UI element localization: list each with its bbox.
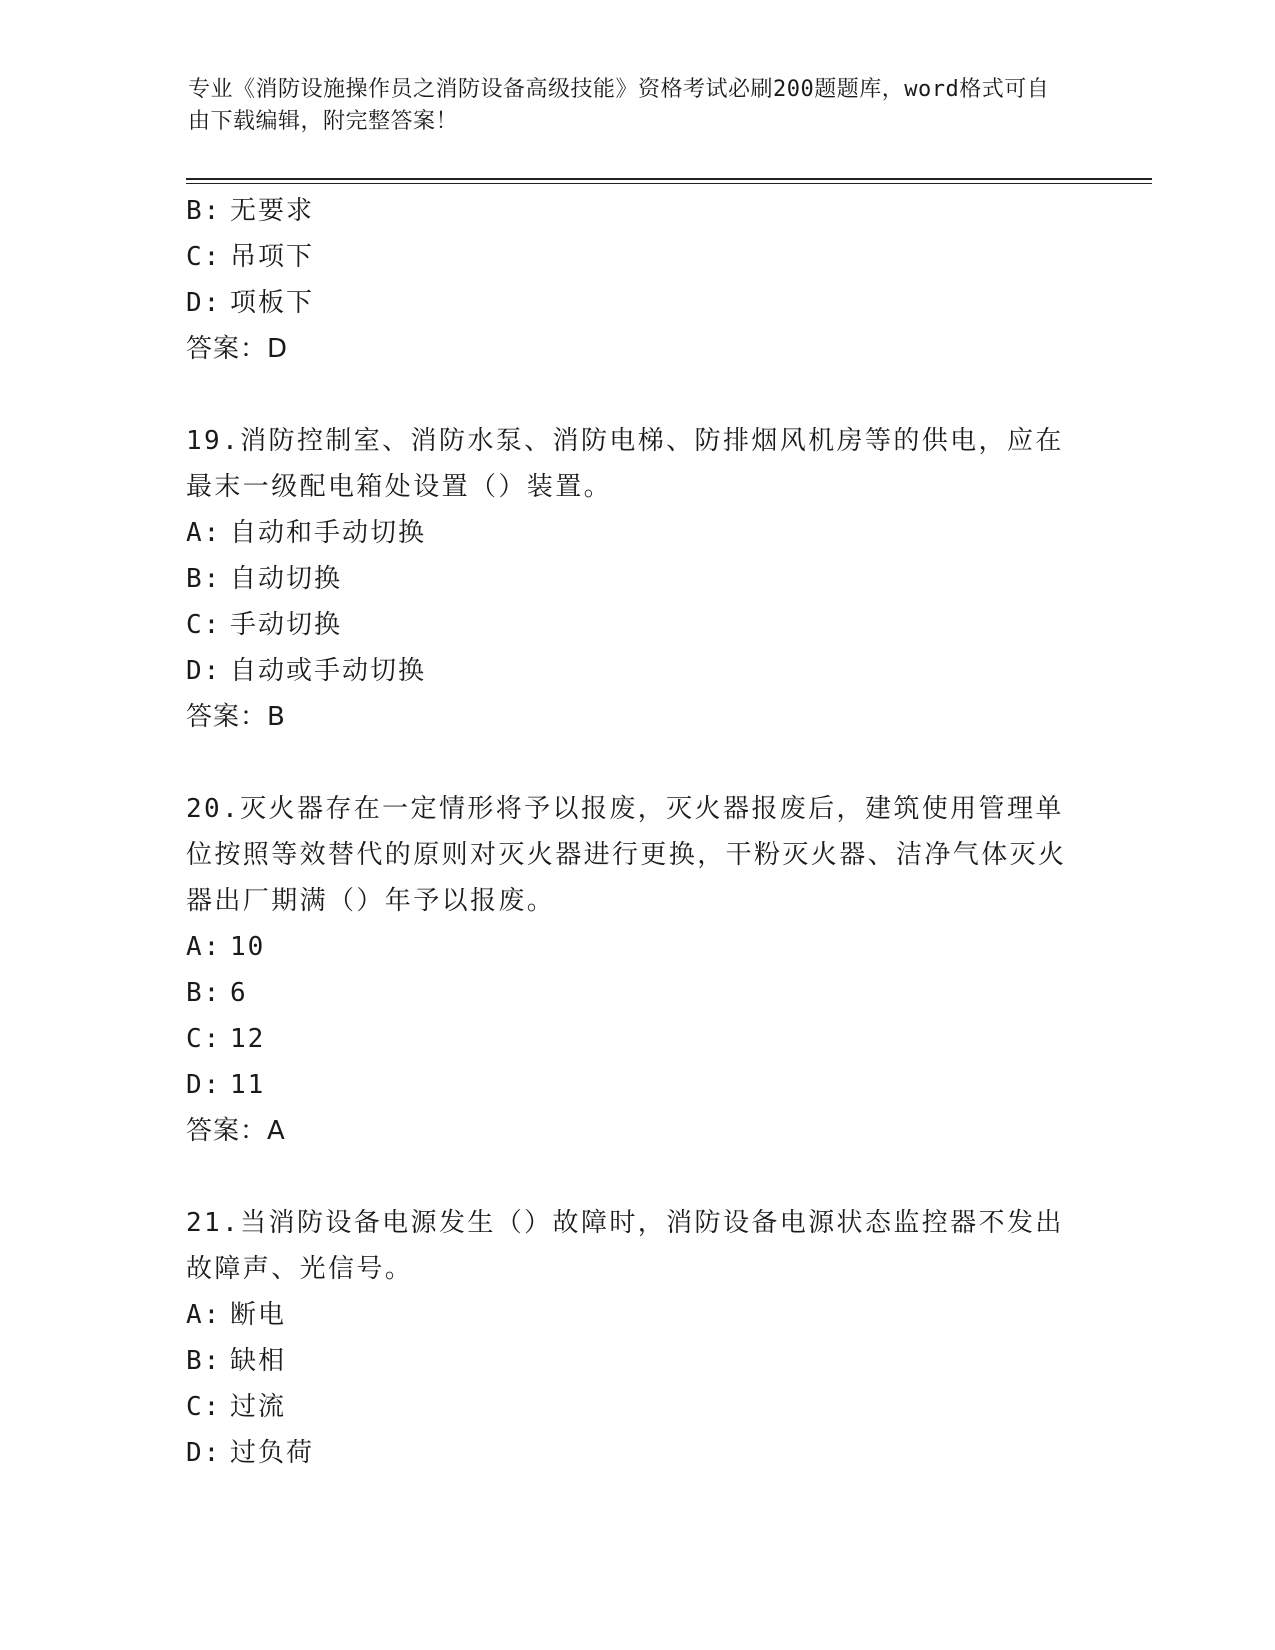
option-a (186, 1292, 1086, 1338)
option-d (186, 648, 1086, 694)
option-text: 12 (230, 1024, 266, 1054)
option-text: 项板下 (230, 288, 315, 318)
answer-line: 答案：A (186, 1116, 286, 1146)
option-text: 自动和手动切换 (230, 518, 427, 548)
option-label: B: (186, 1346, 222, 1376)
option-text: 无要求 (230, 196, 315, 226)
answer-line: 答案：D (186, 334, 289, 364)
question-21-block (186, 1200, 1086, 1476)
option-label: C: (186, 1024, 222, 1054)
option-text: 自动或手动切换 (230, 656, 427, 686)
option-d (186, 280, 1086, 326)
answer-line: 答案：B (186, 702, 286, 732)
option-c (186, 1384, 1086, 1430)
question-20-block (186, 786, 1086, 1154)
option-label: C: (186, 242, 222, 272)
option-label: D: (186, 288, 222, 318)
question-content (186, 188, 1086, 1476)
option-text: 自动切换 (230, 564, 343, 594)
option-c (186, 234, 1086, 280)
option-label: A: (186, 1300, 222, 1330)
header-divider-thin (186, 183, 1152, 184)
option-label: D: (186, 1438, 222, 1468)
option-label: B: (186, 564, 222, 594)
option-label: A: (186, 932, 222, 962)
option-text: 6 (230, 978, 248, 1008)
option-text: 吊项下 (230, 242, 315, 272)
option-b (186, 188, 1086, 234)
header-divider-thick (186, 178, 1152, 180)
document-header: 专业《消防设施操作员之消防设备高级技能》资格考试必刷200题题库，word格式可自由下载编辑，附完整答案！ (188, 77, 1050, 134)
option-text: 11 (230, 1070, 266, 1100)
question-text: 19.消防控制室、消防水泵、消防电梯、防排烟风机房等的供电，应在最末一级配电箱处设置（）装置。 (186, 426, 1064, 502)
option-a (186, 510, 1086, 556)
option-label: C: (186, 1392, 222, 1422)
option-label: D: (186, 656, 222, 686)
option-b (186, 1338, 1086, 1384)
option-c (186, 602, 1086, 648)
prev-question-block (186, 188, 1086, 372)
option-label: C: (186, 610, 222, 640)
option-text: 断电 (230, 1300, 287, 1330)
option-label: B: (186, 196, 222, 226)
question-text: 20.灭火器存在一定情形将予以报废，灭火器报废后，建筑使用管理单位按照等效替代的原则对灭火器进行更换，干粉灭火器、洁净气体灭火器出厂期满（）年予以报废。 (186, 794, 1067, 916)
option-text: 过负荷 (230, 1438, 315, 1468)
option-text: 过流 (230, 1392, 287, 1422)
option-text: 手动切换 (230, 610, 343, 640)
option-label: A: (186, 518, 222, 548)
option-text: 10 (230, 932, 266, 962)
option-d (186, 1062, 1086, 1108)
option-b (186, 970, 1086, 1016)
option-b (186, 556, 1086, 602)
question-19-block (186, 418, 1086, 740)
option-c (186, 1016, 1086, 1062)
option-d (186, 1430, 1086, 1476)
option-a (186, 924, 1086, 970)
option-label: D: (186, 1070, 222, 1100)
option-text: 缺相 (230, 1346, 287, 1376)
question-text: 21.当消防设备电源发生（）故障时，消防设备电源状态监控器不发出故障声、光信号。 (186, 1208, 1064, 1284)
option-label: B: (186, 978, 222, 1008)
